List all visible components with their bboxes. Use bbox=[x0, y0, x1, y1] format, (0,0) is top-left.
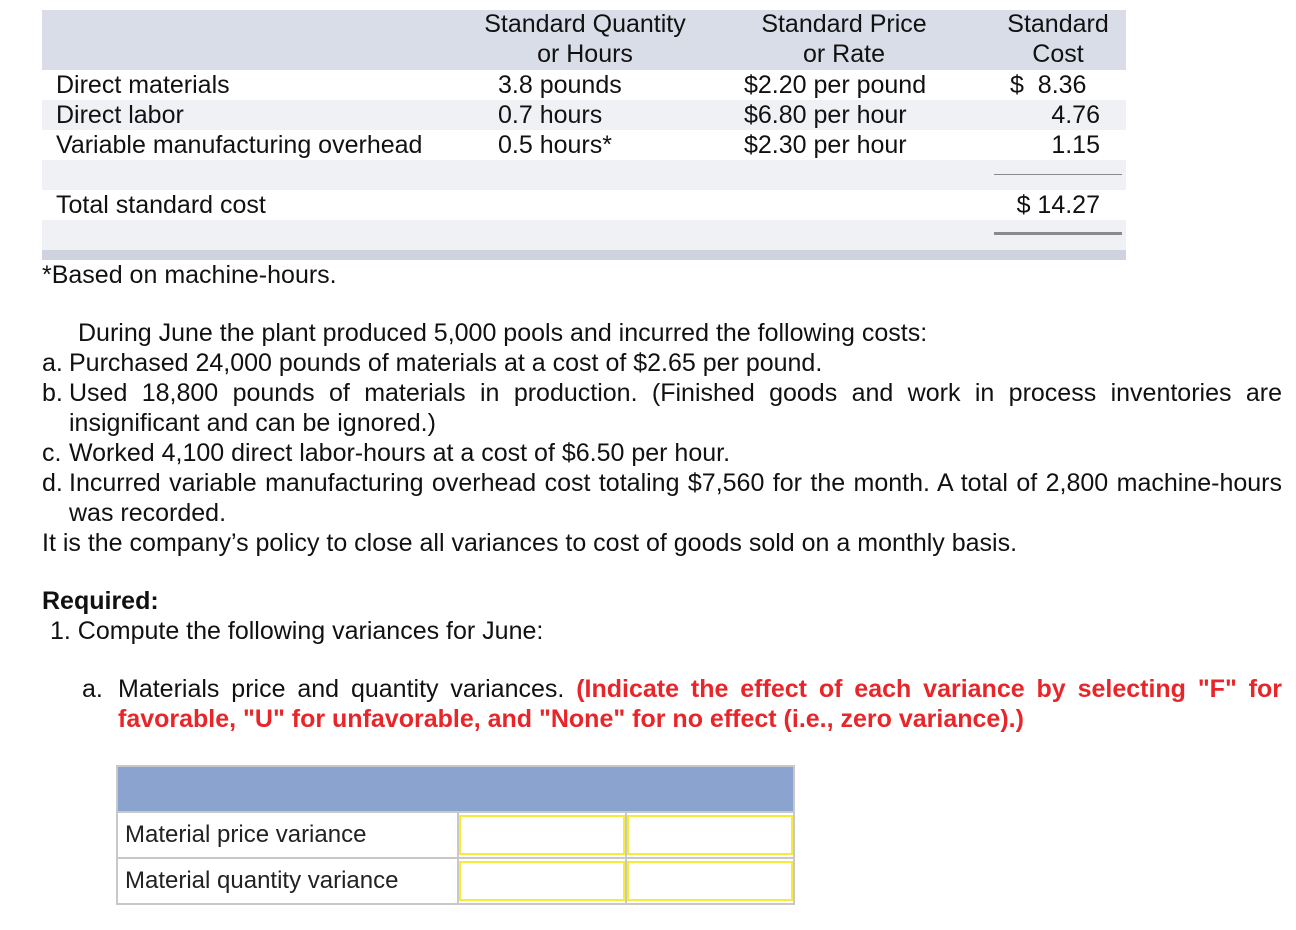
item-text: Used 18,800 pounds of materials in production. (Finished goods and work in process inventories are insignificant and can be ignored.) bbox=[69, 379, 1282, 437]
header-standard-cost: Standard Cost bbox=[1007, 10, 1109, 68]
material-price-variance-label: Material price variance bbox=[117, 812, 458, 858]
table-bottom-band bbox=[42, 250, 1126, 260]
subtotal-rule bbox=[994, 174, 1122, 175]
row-label: Variable manufacturing overhead bbox=[56, 131, 423, 159]
answer-table-header bbox=[117, 766, 794, 812]
material-quantity-variance-effect-select[interactable] bbox=[627, 861, 793, 901]
row-price: $2.20 per pound bbox=[744, 71, 927, 99]
row-label: Direct labor bbox=[56, 101, 184, 129]
item-text: Incurred variable manufacturing overhead cost totaling $7,560 for the month. A total of 2,800 machine-hours was recorded. bbox=[69, 469, 1282, 527]
table-row bbox=[117, 812, 794, 858]
question-1a-label: a. bbox=[82, 675, 103, 703]
intro-text: During June the plant produced 5,000 pools and incurred the following costs: bbox=[78, 319, 928, 347]
total-double-rule bbox=[994, 232, 1122, 235]
item-label: a. bbox=[42, 349, 63, 377]
effect-cell bbox=[626, 812, 794, 858]
header-standard-quantity: Standard Quantity or Hours bbox=[484, 10, 686, 68]
question-1a-body bbox=[82, 674, 1282, 734]
row-cost: $ 8.36 bbox=[1010, 71, 1087, 99]
amount-cell bbox=[458, 812, 626, 858]
problem-text bbox=[42, 318, 1282, 558]
required-heading: Required: bbox=[42, 587, 159, 615]
row-price: $2.30 per hour bbox=[744, 131, 907, 159]
item-text: Worked 4,100 direct labor-hours at a cost of $6.50 per hour. bbox=[69, 439, 731, 467]
list-item bbox=[42, 438, 1282, 468]
total-value: $ 14.27 bbox=[1016, 191, 1100, 219]
policy-text: It is the company’s policy to close all variances to cost of goods sold on a monthly basis. bbox=[42, 529, 1018, 557]
material-price-variance-effect-select[interactable] bbox=[627, 815, 793, 855]
table-row-band bbox=[42, 220, 1126, 250]
header-standard-price: Standard Price or Rate bbox=[761, 10, 927, 68]
question-1a bbox=[82, 674, 1282, 734]
row-cost: 1.15 bbox=[1051, 131, 1100, 159]
list-item bbox=[42, 348, 1282, 378]
item-label: d. bbox=[42, 469, 63, 497]
question-1a-instruction: (Indicate the effect of each variance by selecting "F" for favorable, "U" for unfavorable, and "None" for no effect (i.e., zero variance).) bbox=[118, 675, 1282, 733]
question-1: 1. Compute the following variances for June: bbox=[50, 617, 544, 645]
effect-cell bbox=[626, 858, 794, 904]
amount-cell bbox=[458, 858, 626, 904]
list-item bbox=[42, 468, 1282, 528]
row-label: Direct materials bbox=[56, 71, 230, 99]
material-quantity-variance-label: Material quantity variance bbox=[117, 858, 458, 904]
row-cost: 4.76 bbox=[1051, 101, 1100, 129]
row-quantity: 3.8 pounds bbox=[498, 71, 622, 99]
table-row-band bbox=[42, 160, 1126, 190]
row-quantity: 0.7 hours bbox=[498, 101, 603, 129]
row-quantity: 0.5 hours* bbox=[498, 131, 612, 159]
answer-table-header-cell bbox=[117, 766, 794, 812]
answer-table bbox=[116, 765, 795, 905]
item-label: c. bbox=[42, 439, 62, 467]
material-price-variance-amount-input[interactable] bbox=[459, 815, 625, 855]
table-row bbox=[117, 858, 794, 904]
material-quantity-variance-amount-input[interactable] bbox=[459, 861, 625, 901]
item-label: b. bbox=[42, 379, 63, 407]
item-text: Purchased 24,000 pounds of materials at a cost of $2.65 per pound. bbox=[69, 349, 823, 377]
total-label: Total standard cost bbox=[56, 191, 266, 219]
list-item bbox=[42, 378, 1282, 438]
row-price: $6.80 per hour bbox=[744, 101, 907, 129]
question-1a-text: Materials price and quantity variances. bbox=[118, 675, 565, 703]
footnote: *Based on machine-hours. bbox=[42, 261, 337, 289]
